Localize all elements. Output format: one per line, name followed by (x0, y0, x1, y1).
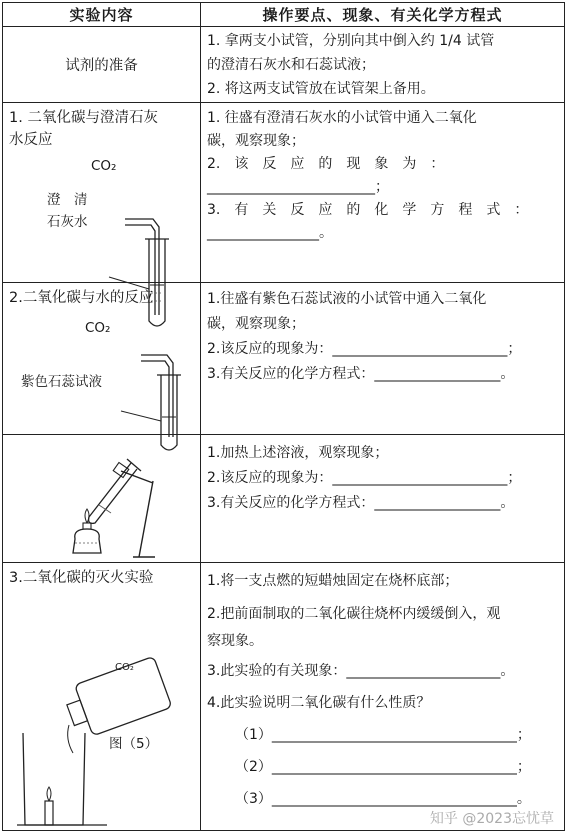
step-line: 1.往盛有紫色石蕊试液的小试管中通入二氧化 (207, 291, 487, 307)
step-line: 察现象。 (207, 633, 263, 649)
answer-blank[interactable]: ________________________； (207, 179, 389, 195)
step-line: 3.此实验的有关现象：______________________。 (207, 663, 515, 679)
co2-label: CO₂ (91, 158, 117, 174)
table-row (3, 103, 565, 283)
step-line: 碳，观察现象； (207, 316, 305, 332)
figure-caption: 图（5） (109, 736, 159, 752)
step-line: 2.把前面制取的二氧化碳往烧杯内缓缓倒入，观 (207, 606, 501, 622)
step-line: 1.加热上述溶液，观察现象； (207, 445, 389, 461)
watermark: 知乎 @2023忘忧草 (429, 811, 554, 827)
reagent-prep-steps (201, 27, 565, 103)
co2-label: CO₂ (115, 662, 134, 673)
limewater-cell (3, 103, 201, 283)
answer-blank[interactable]: （2）___________________________________； (235, 759, 531, 775)
header-col1: 实验内容 (3, 3, 201, 27)
litmus-steps (201, 283, 565, 435)
liquid-label: 石灰水 (47, 214, 88, 230)
extinguish-diagram (3, 593, 201, 834)
limewater-title (3, 103, 200, 155)
step-line: 3.有关反应的化学方程式：__________________。 (207, 495, 515, 511)
co2-label: CO₂ (85, 320, 111, 336)
extinguish-steps (201, 563, 565, 831)
experiment-table (2, 2, 565, 831)
step-line: 2. 将这两支试管放在试管架上备用。 (207, 81, 435, 97)
title-line: 水反应 (9, 132, 53, 148)
answer-blank[interactable]: （3）___________________________________。 (235, 791, 531, 807)
header-col2: 操作要点、现象、有关化学方程式 (201, 3, 565, 27)
answer-blank[interactable]: （1）___________________________________； (235, 727, 531, 743)
header-row (3, 3, 565, 27)
step-line: 2.该反应的现象为：_________________________； (207, 470, 522, 486)
extinguish-cell (3, 563, 201, 831)
heating-steps (201, 435, 565, 563)
heating-cell (3, 435, 201, 563)
liquid-label: 紫色石蕊试液 (21, 374, 102, 390)
limewater-steps (201, 103, 565, 283)
litmus-cell (3, 283, 201, 435)
reagent-prep-cell: 试剂的准备 (3, 27, 201, 103)
step-line: 4.此实验说明二氧化碳有什么性质？ (207, 695, 431, 711)
heating-apparatus-diagram (3, 435, 201, 563)
table-row (3, 563, 565, 831)
table-row (3, 27, 565, 103)
title-line: 1. 二氧化碳与澄清石灰 (9, 110, 158, 126)
step-line: 3.有关反应的化学方程式：__________________。 (207, 366, 515, 382)
step-line: 1. 往盛有澄清石灰水的小试管中通入二氧化 (207, 110, 477, 126)
step-line: 1. 拿两支小试管，分别向其中倒入约 1/4 试管 (207, 33, 495, 49)
table-row (3, 435, 565, 563)
step-line: 2. 该 反 应 的 现 象 为 ： (207, 156, 445, 172)
litmus-title: 2.二氧化碳与水的反应 (9, 290, 154, 306)
step-line: 碳，观察现象； (207, 133, 305, 149)
step-line: 3. 有 关 反 应 的 化 学 方 程 式 ： (207, 202, 529, 218)
extinguish-title: 3.二氧化碳的灭火实验 (9, 570, 154, 586)
step-line: 的澄清石灰水和石蕊试液； (207, 57, 375, 73)
step-line: 2.该反应的现象为：_________________________； (207, 341, 522, 357)
step-line: 1.将一支点燃的短蜡烛固定在烧杯底部； (207, 573, 459, 589)
table-row (3, 283, 565, 435)
answer-blank[interactable]: ________________。 (207, 225, 333, 241)
liquid-label: 澄 清 (47, 192, 88, 208)
